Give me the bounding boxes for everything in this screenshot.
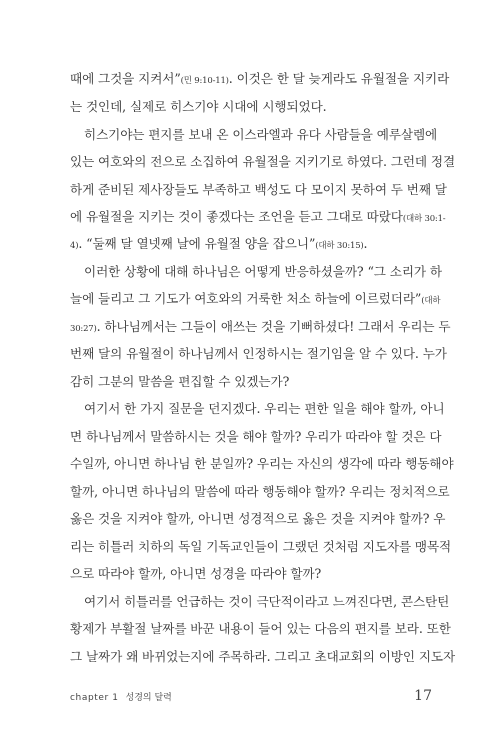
footer-chapter-label: chapter 1 bbox=[70, 693, 119, 703]
footer-chapter-title: 성경의 달력 bbox=[125, 693, 172, 703]
body-line-3: 히스기야는 편지를 보내 온 이스라엘과 유다 사람들을 예루살렘에 bbox=[84, 127, 438, 142]
scripture-reference: 4) bbox=[70, 241, 79, 251]
body-line-8: 이러한 상황에 대해 하나님은 어떻게 반응하셨을까? “그 소리가 하 bbox=[84, 264, 442, 279]
page-number: 17 bbox=[414, 688, 432, 704]
body-line-4: 있는 여호와의 전으로 소집하여 유월절을 지키기로 하였다. 그런데 정결 bbox=[70, 154, 456, 169]
body-line-22: 그 날짜가 왜 바뀌었는지에 주목하라. 그리고 초대교회의 이방인 지도자 bbox=[70, 649, 456, 664]
body-line-2: 는 것인데, 실제로 히스기야 시대에 시행되었다. bbox=[70, 99, 327, 114]
body-line-14: 면 하나님께서 말씀하시는 것을 해야 할까? 우리가 따라야 할 것은 다 bbox=[70, 429, 442, 444]
scripture-reference: (민 9:10-11) bbox=[180, 76, 229, 86]
body-line-16: 할까, 아니면 하나님의 말씀에 따라 행동해야 할까? 우리는 정치적으로 bbox=[70, 484, 450, 499]
body-line-10: 30:27). 하나님께서는 그들이 애쓰는 것을 기뻐하셨다! 그래서 우리는 두 bbox=[70, 319, 451, 334]
body-line-9: 늘에 들리고 그 기도가 여호와의 거룩한 처소 하늘에 이르렀더라”(대하 bbox=[70, 291, 441, 306]
body-line-1: 때에 그것을 지켜서”(민 9:10-11). 이것은 한 달 늦게라도 유월절을 지키라 bbox=[70, 71, 450, 86]
body-line-6: 에 유월절을 지키는 것이 좋겠다는 조언을 듣고 그대로 따랐다(대하 30:1- bbox=[70, 209, 446, 224]
body-line-18: 리는 히틀러 치하의 독일 기독교인들이 그랬던 것처럼 지도자를 맹목적 bbox=[70, 539, 452, 554]
body-line-5: 하게 준비된 제사장들도 부족하고 백성도 다 모이지 못하여 두 번째 달 bbox=[70, 182, 447, 197]
running-footer bbox=[70, 688, 172, 708]
scripture-reference: (대하 bbox=[421, 296, 441, 306]
scripture-reference: 30:27) bbox=[70, 324, 97, 334]
body-line-17: 옳은 것을 지켜야 할까, 아니면 성경적으로 옳은 것을 지켜야 할까? 우 bbox=[70, 511, 446, 526]
body-line-11: 번째 달의 유월절이 하나님께서 인정하시는 절기임을 알 수 있다. 누가 bbox=[70, 346, 447, 361]
body-line-15: 수일까, 아니면 하나님 한 분일까? 우리는 자신의 생각에 따라 행동해야 bbox=[70, 456, 454, 471]
body-line-13: 여기서 한 가지 질문을 던지겠다. 우리는 편한 일을 해야 할까, 아니 bbox=[84, 401, 445, 416]
body-line-21: 황제가 부활절 날짜를 바꾼 내용이 들어 있는 다음의 편지를 보라. 또한 bbox=[70, 621, 451, 636]
scripture-reference: (대하 30:15) bbox=[315, 241, 364, 251]
body-line-7: 4). “둘째 달 열넷째 날에 유월절 양을 잡으니”(대하 30:15). bbox=[70, 236, 368, 251]
body-line-12: 감히 그분의 말씀을 편집할 수 있겠는가? bbox=[70, 374, 290, 389]
scripture-reference: (대하 30:1- bbox=[402, 214, 446, 224]
body-line-20: 여기서 히틀러를 언급하는 것이 극단적이라고 느껴진다면, 콘스탄틴 bbox=[84, 594, 450, 609]
body-line-19: 으로 따라야 할까, 아니면 성경을 따라야 할까? bbox=[70, 566, 322, 581]
